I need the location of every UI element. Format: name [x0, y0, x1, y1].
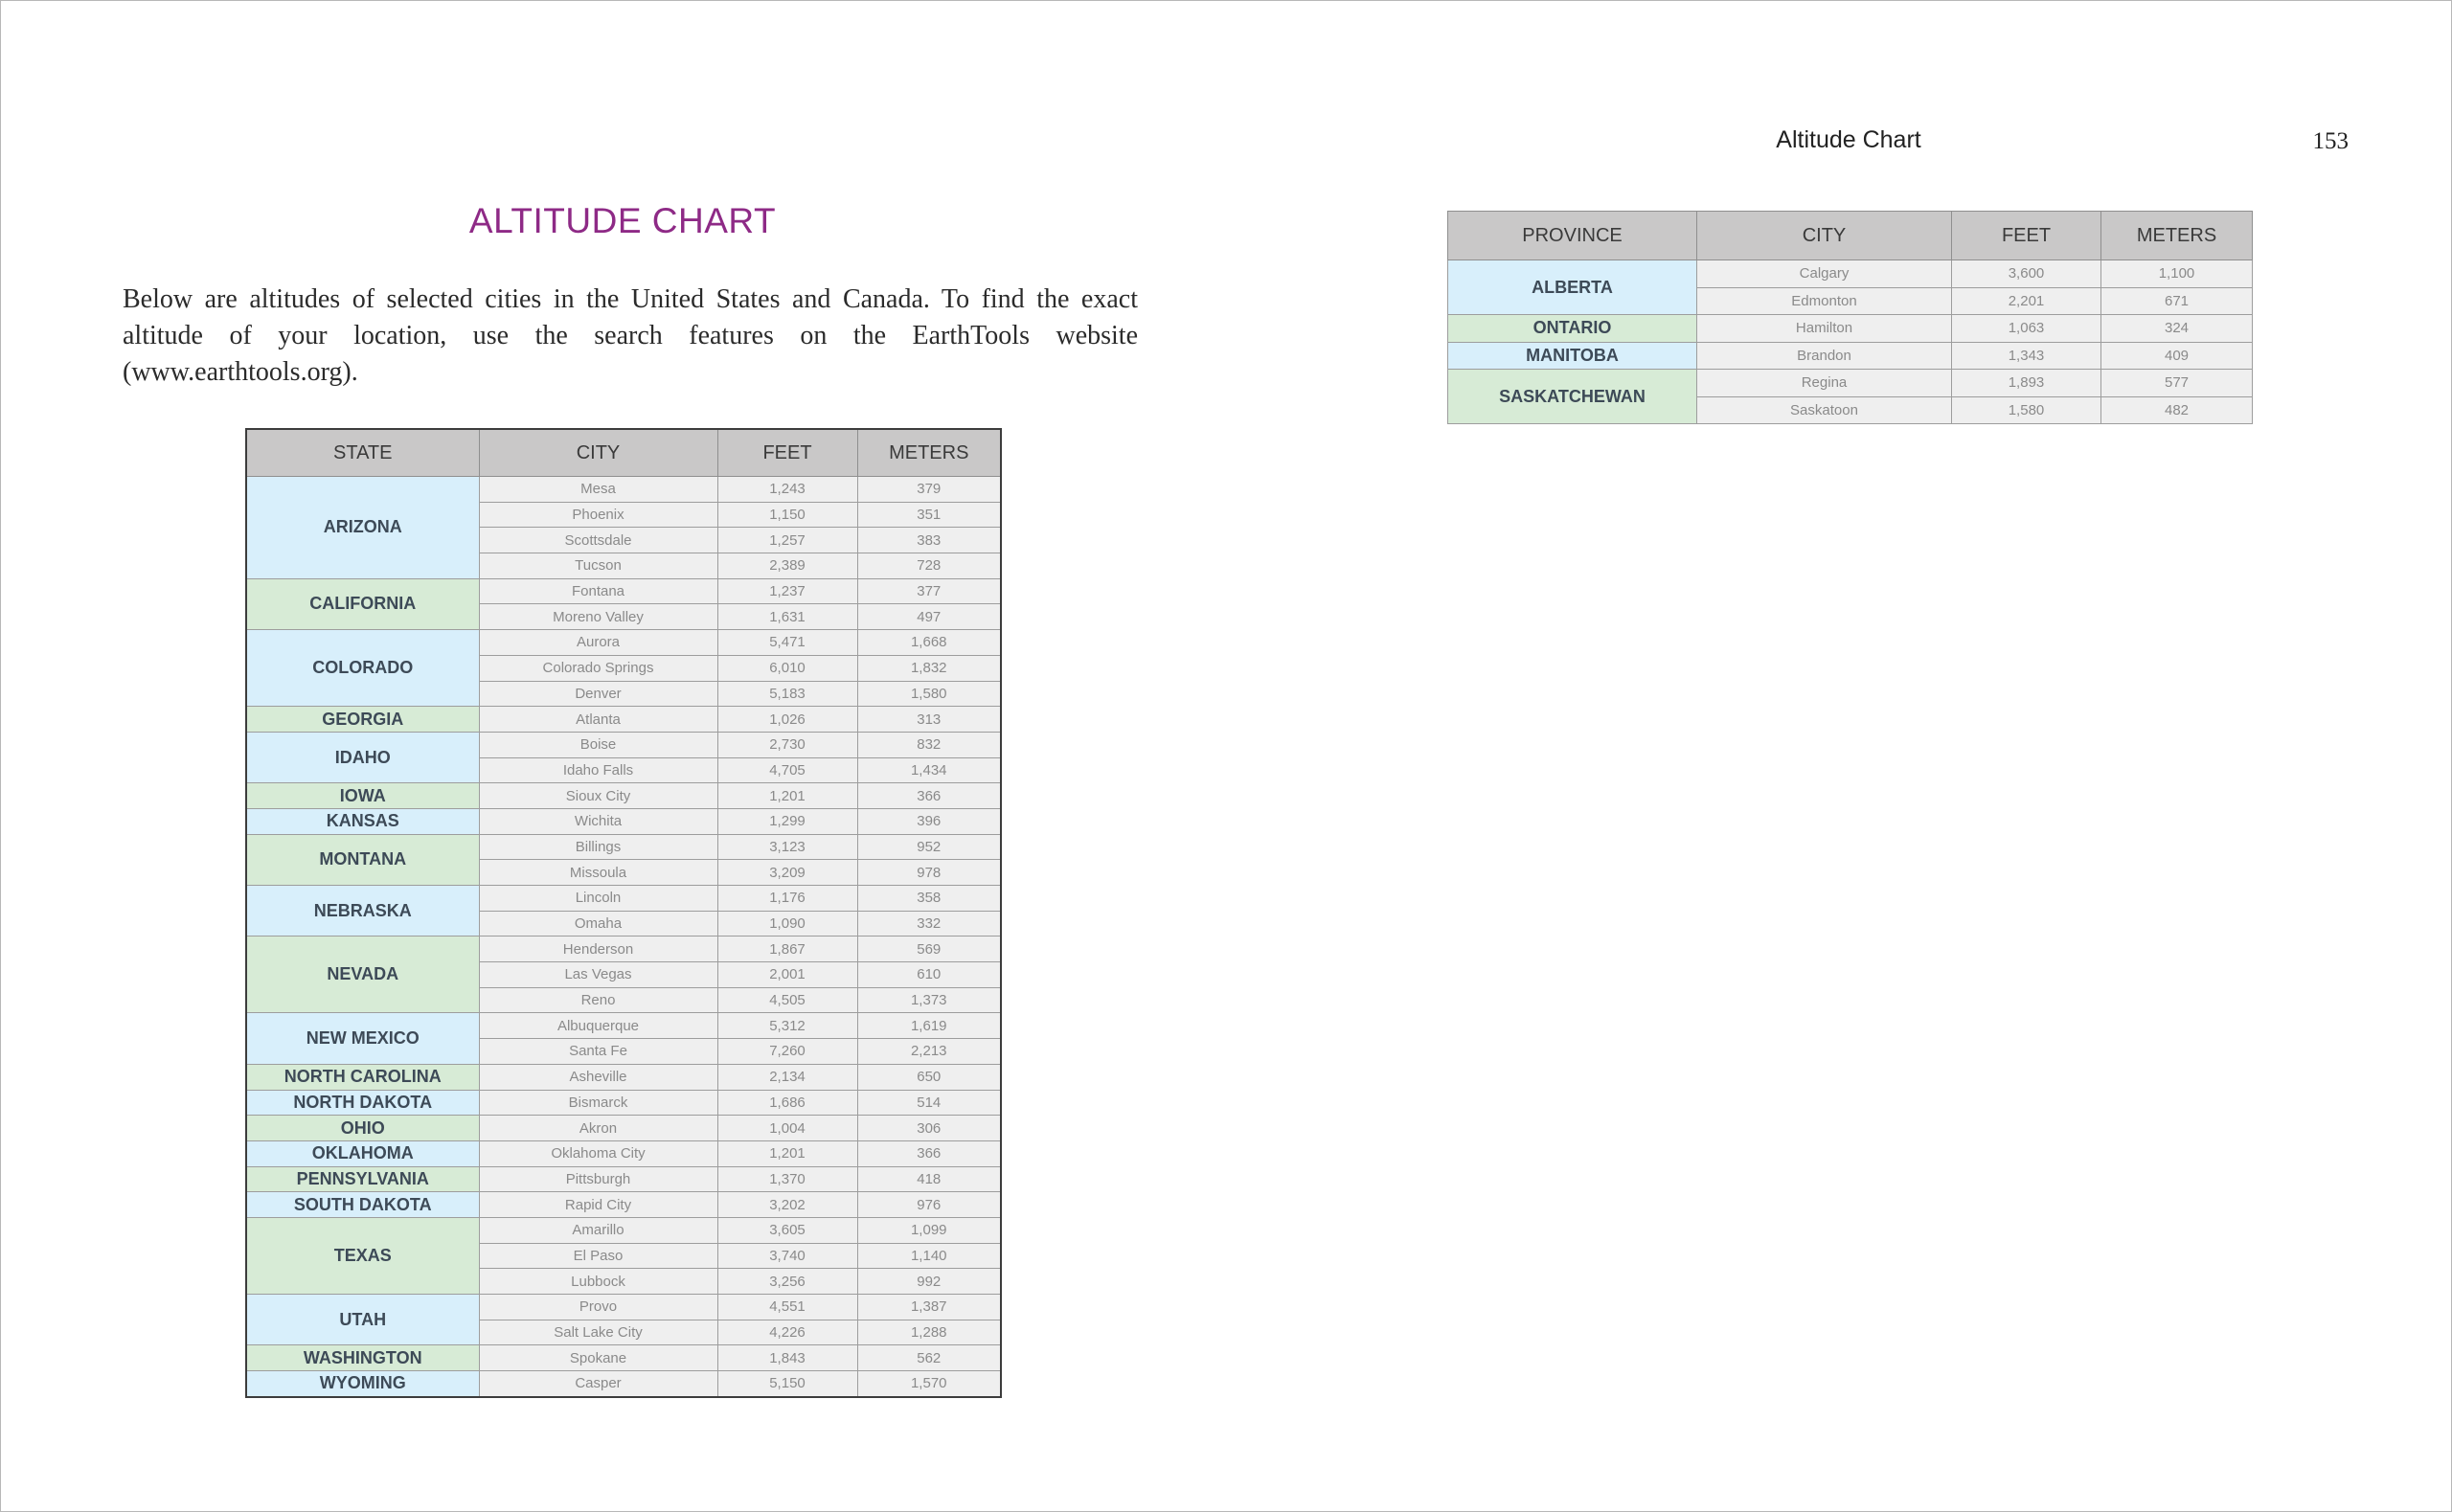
state-cell: CALIFORNIA [246, 578, 479, 629]
feet-cell: 5,471 [717, 630, 857, 656]
state-cell: WASHINGTON [246, 1345, 479, 1371]
feet-cell: 1,150 [717, 502, 857, 528]
feet-cell: 3,740 [717, 1243, 857, 1269]
page-number: 153 [2312, 128, 2349, 154]
feet-cell: 1,299 [717, 808, 857, 834]
city-cell: Mesa [479, 477, 717, 503]
state-cell: IDAHO [246, 732, 479, 782]
meters-cell: 728 [857, 553, 1001, 579]
meters-cell: 1,832 [857, 655, 1001, 681]
state-cell: GEORGIA [246, 707, 479, 733]
city-cell: Reno [479, 987, 717, 1013]
state-cell: SOUTH DAKOTA [246, 1192, 479, 1218]
city-cell: Billings [479, 834, 717, 860]
table-row [246, 732, 1001, 757]
state-cell: COLORADO [246, 630, 479, 707]
meters-cell: 396 [857, 808, 1001, 834]
state-cell: OHIO [246, 1116, 479, 1141]
meters-cell: 379 [857, 477, 1001, 503]
city-cell: Brandon [1697, 342, 1952, 370]
state-cell: MONTANA [246, 834, 479, 885]
feet-cell: 3,600 [1952, 260, 2101, 288]
feet-cell: 2,730 [717, 732, 857, 757]
feet-cell: 7,260 [717, 1039, 857, 1065]
meters-cell: 832 [857, 732, 1001, 757]
feet-cell: 3,123 [717, 834, 857, 860]
feet-cell: 3,605 [717, 1217, 857, 1243]
feet-cell: 1,201 [717, 1140, 857, 1166]
table-row [246, 808, 1001, 834]
meters-cell: 610 [857, 962, 1001, 988]
feet-cell: 5,183 [717, 681, 857, 707]
meters-cell: 1,288 [857, 1320, 1001, 1345]
feet-cell: 1,063 [1952, 315, 2101, 343]
feet-cell: 1,867 [717, 937, 857, 962]
meters-cell: 1,140 [857, 1243, 1001, 1269]
city-cell: Spokane [479, 1345, 717, 1371]
header-city: CITY [1697, 212, 1952, 260]
city-cell: Santa Fe [479, 1039, 717, 1065]
feet-cell: 1,370 [717, 1166, 857, 1192]
meters-cell: 569 [857, 937, 1001, 962]
header-city: CITY [479, 429, 717, 477]
city-cell: Sioux City [479, 783, 717, 809]
table-row [246, 783, 1001, 809]
meters-cell: 976 [857, 1192, 1001, 1218]
table-row [246, 1116, 1001, 1141]
us-altitude-table [245, 428, 1002, 1398]
city-cell: Edmonton [1697, 287, 1952, 315]
meters-cell: 409 [2101, 342, 2253, 370]
province-cell: SASKATCHEWAN [1448, 370, 1697, 424]
table-row [246, 630, 1001, 656]
meters-cell: 1,619 [857, 1013, 1001, 1039]
meters-cell: 383 [857, 528, 1001, 553]
running-head: Altitude Chart [1776, 126, 1921, 153]
city-cell: Calgary [1697, 260, 1952, 288]
canada-altitude-table [1447, 211, 2253, 424]
meters-cell: 332 [857, 911, 1001, 937]
meters-cell: 577 [2101, 370, 2253, 397]
meters-cell: 1,580 [857, 681, 1001, 707]
state-cell: UTAH [246, 1295, 479, 1345]
meters-cell: 650 [857, 1064, 1001, 1090]
feet-cell: 2,001 [717, 962, 857, 988]
city-cell: Casper [479, 1371, 717, 1397]
table-row [246, 707, 1001, 733]
feet-cell: 1,201 [717, 783, 857, 809]
feet-cell: 1,176 [717, 886, 857, 912]
province-cell: ONTARIO [1448, 315, 1697, 343]
city-cell: Akron [479, 1116, 717, 1141]
table-row [246, 1192, 1001, 1218]
table-row [1448, 342, 2253, 370]
table-row [1448, 370, 2253, 397]
header-feet: FEET [1952, 212, 2101, 260]
meters-cell: 2,213 [857, 1039, 1001, 1065]
meters-cell: 366 [857, 1140, 1001, 1166]
province-cell: ALBERTA [1448, 260, 1697, 315]
city-cell: Amarillo [479, 1217, 717, 1243]
table-row [1448, 260, 2253, 288]
state-cell: NEVADA [246, 937, 479, 1013]
city-cell: Oklahoma City [479, 1140, 717, 1166]
table-row [246, 1345, 1001, 1371]
meters-cell: 952 [857, 834, 1001, 860]
meters-cell: 418 [857, 1166, 1001, 1192]
city-cell: Fontana [479, 578, 717, 604]
meters-cell: 497 [857, 604, 1001, 630]
state-cell: KANSAS [246, 808, 479, 834]
state-cell: OKLAHOMA [246, 1140, 479, 1166]
us-table-body [246, 477, 1001, 1397]
meters-cell: 377 [857, 578, 1001, 604]
meters-cell: 482 [2101, 396, 2253, 424]
city-cell: Asheville [479, 1064, 717, 1090]
city-cell: Colorado Springs [479, 655, 717, 681]
meters-cell: 992 [857, 1269, 1001, 1295]
feet-cell: 1,257 [717, 528, 857, 553]
meters-cell: 1,099 [857, 1217, 1001, 1243]
meters-cell: 1,570 [857, 1371, 1001, 1397]
state-cell: IOWA [246, 783, 479, 809]
header-province: PROVINCE [1448, 212, 1697, 260]
feet-cell: 3,256 [717, 1269, 857, 1295]
city-cell: Pittsburgh [479, 1166, 717, 1192]
city-cell: El Paso [479, 1243, 717, 1269]
table-row [246, 1140, 1001, 1166]
city-cell: Saskatoon [1697, 396, 1952, 424]
city-cell: Idaho Falls [479, 757, 717, 783]
table-row [246, 1064, 1001, 1090]
feet-cell: 4,226 [717, 1320, 857, 1345]
feet-cell: 1,686 [717, 1090, 857, 1116]
meters-cell: 306 [857, 1116, 1001, 1141]
feet-cell: 2,134 [717, 1064, 857, 1090]
city-cell: Tucson [479, 553, 717, 579]
meters-cell: 313 [857, 707, 1001, 733]
canada-table-body [1448, 260, 2253, 424]
feet-cell: 1,237 [717, 578, 857, 604]
feet-cell: 1,026 [717, 707, 857, 733]
city-cell: Hamilton [1697, 315, 1952, 343]
city-cell: Wichita [479, 808, 717, 834]
table-row [246, 834, 1001, 860]
meters-cell: 671 [2101, 287, 2253, 315]
feet-cell: 5,150 [717, 1371, 857, 1397]
feet-cell: 2,201 [1952, 287, 2101, 315]
city-cell: Regina [1697, 370, 1952, 397]
city-cell: Phoenix [479, 502, 717, 528]
city-cell: Aurora [479, 630, 717, 656]
feet-cell: 2,389 [717, 553, 857, 579]
meters-cell: 978 [857, 860, 1001, 886]
meters-cell: 366 [857, 783, 1001, 809]
city-cell: Henderson [479, 937, 717, 962]
table-row [246, 886, 1001, 912]
meters-cell: 1,434 [857, 757, 1001, 783]
city-cell: Denver [479, 681, 717, 707]
city-cell: Lincoln [479, 886, 717, 912]
meters-cell: 1,668 [857, 630, 1001, 656]
table-row [246, 578, 1001, 604]
city-cell: Bismarck [479, 1090, 717, 1116]
city-cell: Lubbock [479, 1269, 717, 1295]
feet-cell: 1,090 [717, 911, 857, 937]
state-cell: ARIZONA [246, 477, 479, 579]
feet-cell: 3,202 [717, 1192, 857, 1218]
city-cell: Rapid City [479, 1192, 717, 1218]
feet-cell: 1,631 [717, 604, 857, 630]
table-row [246, 1090, 1001, 1116]
city-cell: Boise [479, 732, 717, 757]
table-row [246, 1217, 1001, 1243]
meters-cell: 562 [857, 1345, 1001, 1371]
state-cell: WYOMING [246, 1371, 479, 1397]
us-table-header-row [246, 429, 1001, 477]
meters-cell: 351 [857, 502, 1001, 528]
meters-cell: 324 [2101, 315, 2253, 343]
header-meters: METERS [857, 429, 1001, 477]
feet-cell: 4,505 [717, 987, 857, 1013]
feet-cell: 4,551 [717, 1295, 857, 1320]
feet-cell: 1,580 [1952, 396, 2101, 424]
table-row [246, 937, 1001, 962]
intro-paragraph: Below are altitudes of selected cities in the United States and Canada. To find the exact altitude of your location, use the search features on the EarthTools website (www.earthtools.org). [123, 284, 1138, 387]
feet-cell: 6,010 [717, 655, 857, 681]
state-cell: NORTH CAROLINA [246, 1064, 479, 1090]
meters-cell: 358 [857, 886, 1001, 912]
province-cell: MANITOBA [1448, 342, 1697, 370]
meters-cell: 1,100 [2101, 260, 2253, 288]
feet-cell: 4,705 [717, 757, 857, 783]
table-row [246, 1166, 1001, 1192]
table-row [1448, 315, 2253, 343]
city-cell: Las Vegas [479, 962, 717, 988]
table-row [246, 1295, 1001, 1320]
city-cell: Missoula [479, 860, 717, 886]
feet-cell: 1,004 [717, 1116, 857, 1141]
city-cell: Provo [479, 1295, 717, 1320]
header-meters: METERS [2101, 212, 2253, 260]
page-title: ALTITUDE CHART [468, 201, 777, 240]
state-cell: NEW MEXICO [246, 1013, 479, 1064]
table-row [246, 1371, 1001, 1397]
feet-cell: 5,312 [717, 1013, 857, 1039]
header-state: STATE [246, 429, 479, 477]
state-cell: PENNSYLVANIA [246, 1166, 479, 1192]
feet-cell: 1,843 [717, 1345, 857, 1371]
table-row [246, 1013, 1001, 1039]
state-cell: NORTH DAKOTA [246, 1090, 479, 1116]
city-cell: Albuquerque [479, 1013, 717, 1039]
state-cell: TEXAS [246, 1217, 479, 1294]
header-feet: FEET [717, 429, 857, 477]
meters-cell: 1,373 [857, 987, 1001, 1013]
feet-cell: 1,343 [1952, 342, 2101, 370]
meters-cell: 1,387 [857, 1295, 1001, 1320]
city-cell: Moreno Valley [479, 604, 717, 630]
city-cell: Salt Lake City [479, 1320, 717, 1345]
meters-cell: 514 [857, 1090, 1001, 1116]
city-cell: Omaha [479, 911, 717, 937]
feet-cell: 1,893 [1952, 370, 2101, 397]
city-cell: Scottsdale [479, 528, 717, 553]
feet-cell: 3,209 [717, 860, 857, 886]
table-row [246, 477, 1001, 503]
state-cell: NEBRASKA [246, 886, 479, 937]
feet-cell: 1,243 [717, 477, 857, 503]
canada-table-header-row [1448, 212, 2253, 260]
city-cell: Atlanta [479, 707, 717, 733]
